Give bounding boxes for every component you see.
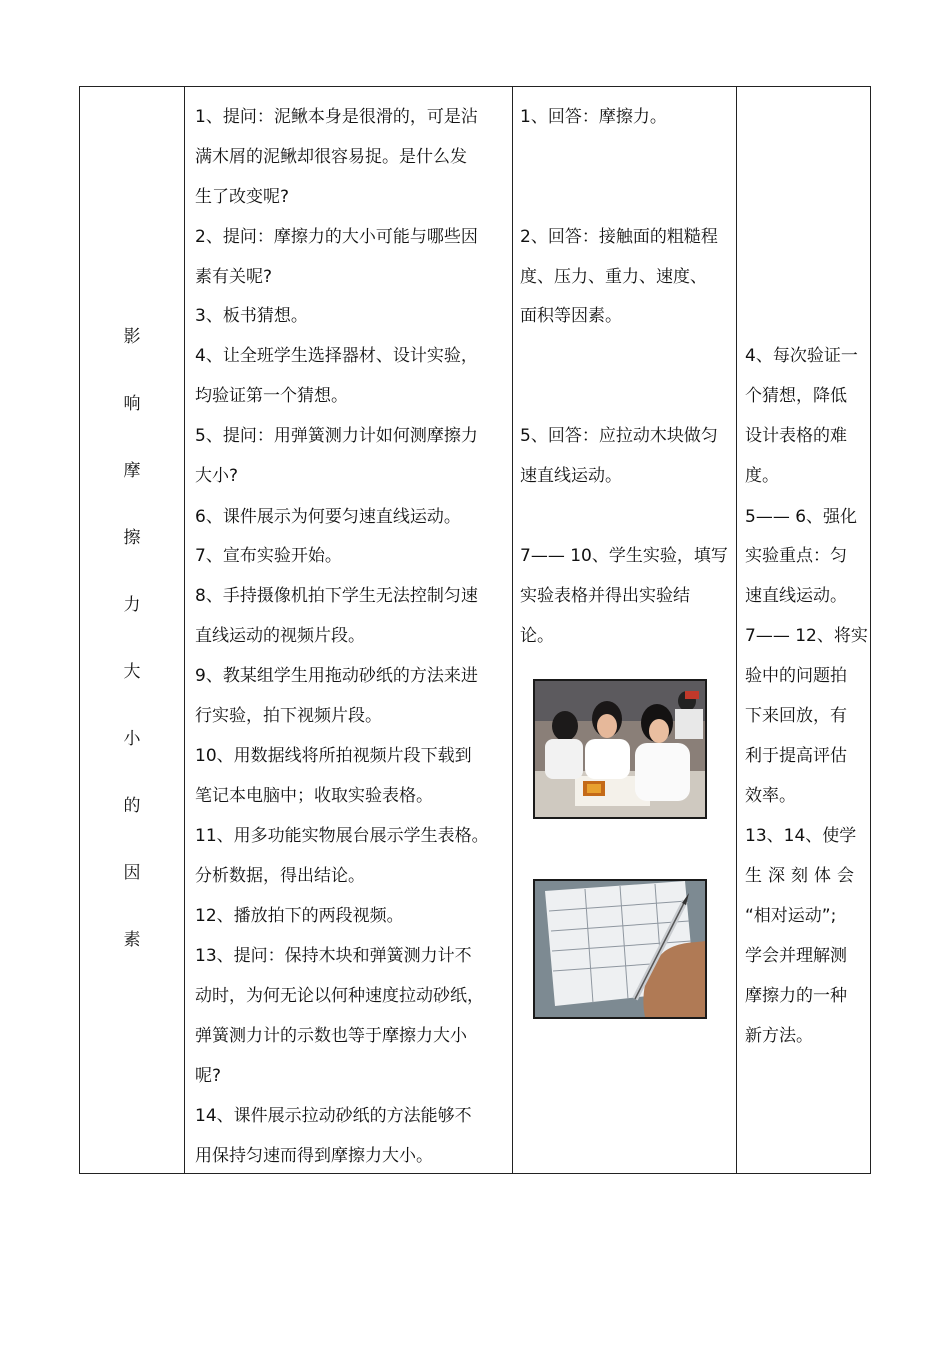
design-line: 个猜想，降低	[745, 386, 847, 406]
design-line: 速直线运动。	[745, 586, 847, 606]
design-line: 度。	[745, 466, 779, 486]
student-activity-column	[513, 87, 737, 1173]
teacher-line: 弹簧测力计的示数也等于摩擦力大小	[195, 1026, 467, 1046]
student-line: 1、回答：摩擦力。	[520, 107, 667, 127]
student-line: 面积等因素。	[520, 306, 622, 326]
design-line: “相对运动”;	[745, 906, 837, 926]
teacher-line: 动时，为何无论以何种速度拉动砂纸，	[195, 986, 484, 1006]
design-line: 5—— 6、强化	[745, 507, 858, 527]
section-title-char: 摩	[123, 461, 141, 481]
section-title-char: 擦	[123, 528, 141, 548]
teacher-line: 9、教某组学生用拖动砂纸的方法来进	[195, 666, 478, 686]
design-line: 验中的问题拍	[745, 666, 847, 686]
section-title-char: 力	[123, 595, 141, 615]
teacher-line: 2、提问：摩擦力的大小可能与哪些因	[195, 227, 478, 247]
teacher-line: 呢?	[195, 1066, 222, 1086]
teacher-line: 分析数据，得出结论。	[195, 866, 365, 886]
teacher-line: 大小?	[195, 466, 239, 486]
section-title-char: 小	[123, 729, 141, 749]
teacher-line: 5、提问：用弹簧测力计如何测摩擦力	[195, 426, 478, 446]
student-line: 实验表格并得出实验结	[520, 586, 690, 606]
design-intent-column	[737, 87, 870, 1173]
design-line: 实验重点：匀	[745, 546, 847, 566]
design-line: 下来回放，有	[745, 706, 847, 726]
design-line: 7—— 12、将实	[745, 626, 868, 646]
teacher-activity-column	[185, 87, 513, 1173]
teacher-line: 13、提问：保持木块和弹簧测力计不	[195, 946, 472, 966]
teacher-line: 12、播放拍下的两段视频。	[195, 906, 404, 926]
lesson-table	[79, 86, 871, 1174]
section-title-char: 因	[123, 863, 141, 883]
writing-table-photo	[533, 879, 707, 1019]
teacher-line: 10、用数据线将所拍视频片段下载到	[195, 746, 472, 766]
student-line: 度、压力、重力、速度、	[520, 267, 707, 287]
design-line: 新方法。	[745, 1026, 813, 1046]
teacher-line: 生了改变呢?	[195, 187, 290, 207]
design-line: 利于提高评估	[745, 746, 847, 766]
teacher-line: 3、板书猜想。	[195, 306, 308, 326]
teacher-line: 14、课件展示拉动砂纸的方法能够不	[195, 1106, 472, 1126]
section-title-char: 影	[123, 327, 141, 347]
teacher-line: 笔记本电脑中；收取实验表格。	[195, 786, 433, 806]
students-experiment-photo	[533, 679, 707, 819]
teacher-line: 用保持匀速而得到摩擦力大小。	[195, 1146, 433, 1166]
design-line: 设计表格的难	[745, 426, 847, 446]
design-line: 学会并理解测	[745, 946, 847, 966]
teacher-line: 6、课件展示为何要匀速直线运动。	[195, 507, 461, 527]
student-line: 速直线运动。	[520, 466, 622, 486]
section-title-column	[80, 87, 185, 1173]
teacher-line: 1、提问：泥鳅本身是很滑的，可是沾	[195, 107, 478, 127]
student-line: 2、回答：接触面的粗糙程	[520, 227, 718, 247]
student-line: 7—— 10、学生实验，填写	[520, 546, 728, 566]
teacher-line: 8、手持摄像机拍下学生无法控制匀速	[195, 586, 478, 606]
design-line: 4、每次验证一	[745, 346, 858, 366]
teacher-line: 4、让全班学生选择器材、设计实验，	[195, 346, 478, 366]
design-line: 生深刻体会	[745, 866, 860, 886]
design-line: 效率。	[745, 786, 796, 806]
section-title-char: 响	[123, 394, 141, 414]
teacher-line: 均验证第一个猜想。	[195, 386, 348, 406]
design-line: 13、14、使学	[745, 826, 857, 846]
teacher-line: 满木屑的泥鳅却很容易捉。是什么发	[195, 147, 467, 167]
student-line: 5、回答：应拉动木块做匀	[520, 426, 718, 446]
section-title-char: 大	[123, 662, 141, 682]
teacher-line: 直线运动的视频片段。	[195, 626, 365, 646]
teacher-line: 行实验，拍下视频片段。	[195, 706, 382, 726]
teacher-line: 素有关呢?	[195, 267, 273, 287]
teacher-line: 11、用多功能实物展台展示学生表格。	[195, 826, 489, 846]
section-title-char: 素	[123, 930, 141, 950]
design-line: 摩擦力的一种	[745, 986, 847, 1006]
student-line: 论。	[520, 626, 554, 646]
section-title-char: 的	[123, 796, 141, 816]
teacher-line: 7、宣布实验开始。	[195, 546, 342, 566]
